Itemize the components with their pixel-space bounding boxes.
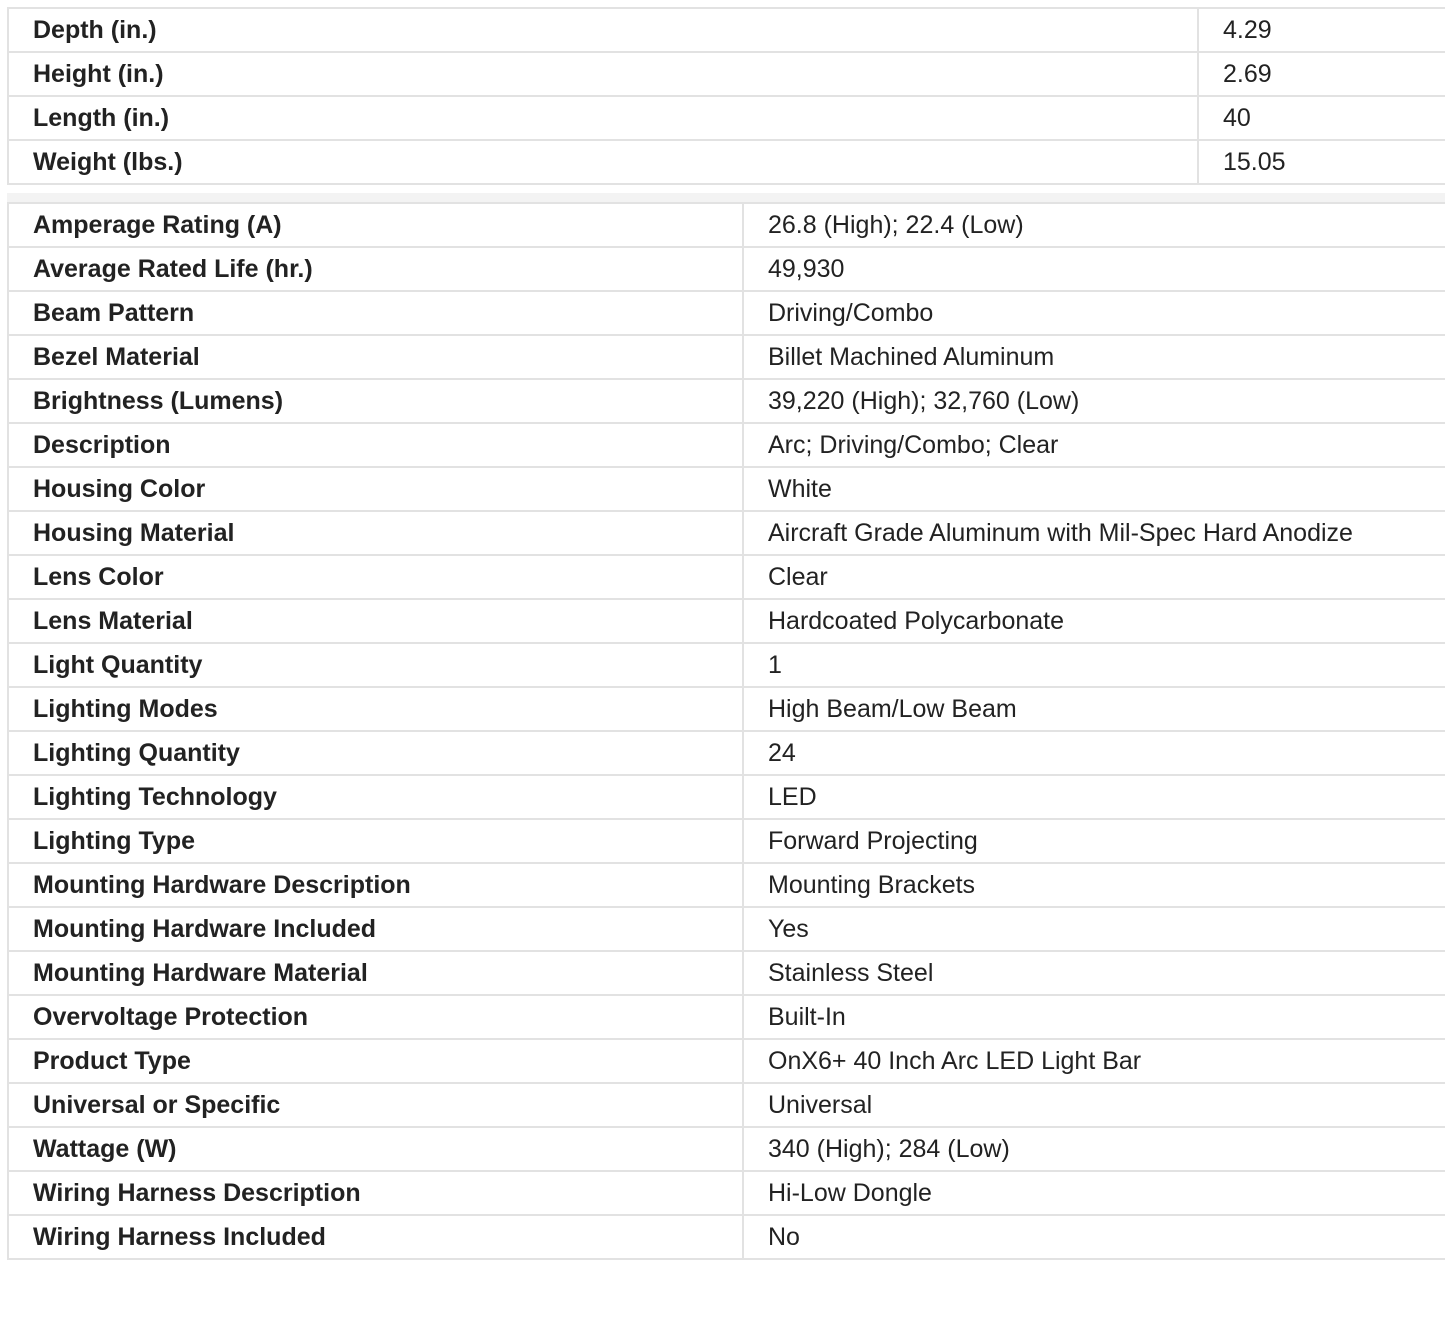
- table-row: [8, 511, 1445, 555]
- spec-label: Lens Material: [8, 599, 743, 643]
- spec-value: Clear: [743, 555, 1445, 599]
- spec-value: 15.05: [1198, 140, 1445, 184]
- spec-label: Housing Color: [8, 467, 743, 511]
- table-row: [8, 203, 1445, 247]
- table-row: [8, 907, 1445, 951]
- spec-label: Mounting Hardware Material: [8, 951, 743, 995]
- table-row: [8, 995, 1445, 1039]
- spec-value: 340 (High); 284 (Low): [743, 1127, 1445, 1171]
- spec-value: Arc; Driving/Combo; Clear: [743, 423, 1445, 467]
- spec-value: OnX6+ 40 Inch Arc LED Light Bar: [743, 1039, 1445, 1083]
- spec-value: High Beam/Low Beam: [743, 687, 1445, 731]
- spec-value: 2.69: [1198, 52, 1445, 96]
- spec-value: Aircraft Grade Aluminum with Mil-Spec Hard Anodize: [743, 511, 1445, 555]
- spec-label: Lighting Modes: [8, 687, 743, 731]
- spec-label: Mounting Hardware Description: [8, 863, 743, 907]
- table-row: [8, 247, 1445, 291]
- dimensions-table: [7, 7, 1445, 185]
- spec-value: LED: [743, 775, 1445, 819]
- table-row: [8, 335, 1445, 379]
- spec-value: Billet Machined Aluminum: [743, 335, 1445, 379]
- table-row: [8, 731, 1445, 775]
- spec-value: Forward Projecting: [743, 819, 1445, 863]
- table-row: [8, 775, 1445, 819]
- table-row: [8, 8, 1445, 52]
- spec-label: Weight (lbs.): [8, 140, 1198, 184]
- spec-label: Lighting Type: [8, 819, 743, 863]
- spec-label: Description: [8, 423, 743, 467]
- table-row: [8, 423, 1445, 467]
- spec-label: Lens Color: [8, 555, 743, 599]
- spec-value: Mounting Brackets: [743, 863, 1445, 907]
- spec-label: Beam Pattern: [8, 291, 743, 335]
- spec-label: Depth (in.): [8, 8, 1198, 52]
- spec-label: Bezel Material: [8, 335, 743, 379]
- specifications-table-body: [8, 203, 1445, 1259]
- spec-label: Height (in.): [8, 52, 1198, 96]
- spec-label: Length (in.): [8, 96, 1198, 140]
- spec-label: Wattage (W): [8, 1127, 743, 1171]
- spec-value: 24: [743, 731, 1445, 775]
- table-row: [8, 1083, 1445, 1127]
- table-row: [8, 599, 1445, 643]
- table-row: [8, 643, 1445, 687]
- spec-value: 4.29: [1198, 8, 1445, 52]
- spec-label: Wiring Harness Included: [8, 1215, 743, 1259]
- spec-value: No: [743, 1215, 1445, 1259]
- spec-label: Mounting Hardware Included: [8, 907, 743, 951]
- table-row: [8, 1127, 1445, 1171]
- spec-value: 40: [1198, 96, 1445, 140]
- spec-label: Lighting Technology: [8, 775, 743, 819]
- spec-value: Universal: [743, 1083, 1445, 1127]
- spec-label: Product Type: [8, 1039, 743, 1083]
- table-row: [8, 379, 1445, 423]
- spec-value: Yes: [743, 907, 1445, 951]
- table-row: [8, 1171, 1445, 1215]
- specifications-table: [7, 202, 1445, 1260]
- dimensions-table-body: [8, 8, 1445, 184]
- table-row: [8, 687, 1445, 731]
- spec-label: Overvoltage Protection: [8, 995, 743, 1039]
- spec-label: Brightness (Lumens): [8, 379, 743, 423]
- table-row: [8, 96, 1445, 140]
- spec-value: 39,220 (High); 32,760 (Low): [743, 379, 1445, 423]
- table-row: [8, 819, 1445, 863]
- table-row: [8, 291, 1445, 335]
- spec-value: White: [743, 467, 1445, 511]
- spec-label: Average Rated Life (hr.): [8, 247, 743, 291]
- table-row: [8, 1039, 1445, 1083]
- spec-label: Amperage Rating (A): [8, 203, 743, 247]
- table-row: [8, 467, 1445, 511]
- spec-value: 26.8 (High); 22.4 (Low): [743, 203, 1445, 247]
- spec-value: Hardcoated Polycarbonate: [743, 599, 1445, 643]
- table-separator: [7, 193, 1445, 202]
- spec-value: Stainless Steel: [743, 951, 1445, 995]
- spec-value: Driving/Combo: [743, 291, 1445, 335]
- table-row: [8, 52, 1445, 96]
- spec-label: Universal or Specific: [8, 1083, 743, 1127]
- spec-label: Lighting Quantity: [8, 731, 743, 775]
- spec-value: Hi-Low Dongle: [743, 1171, 1445, 1215]
- table-row: [8, 951, 1445, 995]
- table-row: [8, 1215, 1445, 1259]
- spec-value: 49,930: [743, 247, 1445, 291]
- spec-value: 1: [743, 643, 1445, 687]
- spec-label: Housing Material: [8, 511, 743, 555]
- table-row: [8, 140, 1445, 184]
- table-row: [8, 863, 1445, 907]
- spec-label: Light Quantity: [8, 643, 743, 687]
- spec-value: Built-In: [743, 995, 1445, 1039]
- table-row: [8, 555, 1445, 599]
- spec-label: Wiring Harness Description: [8, 1171, 743, 1215]
